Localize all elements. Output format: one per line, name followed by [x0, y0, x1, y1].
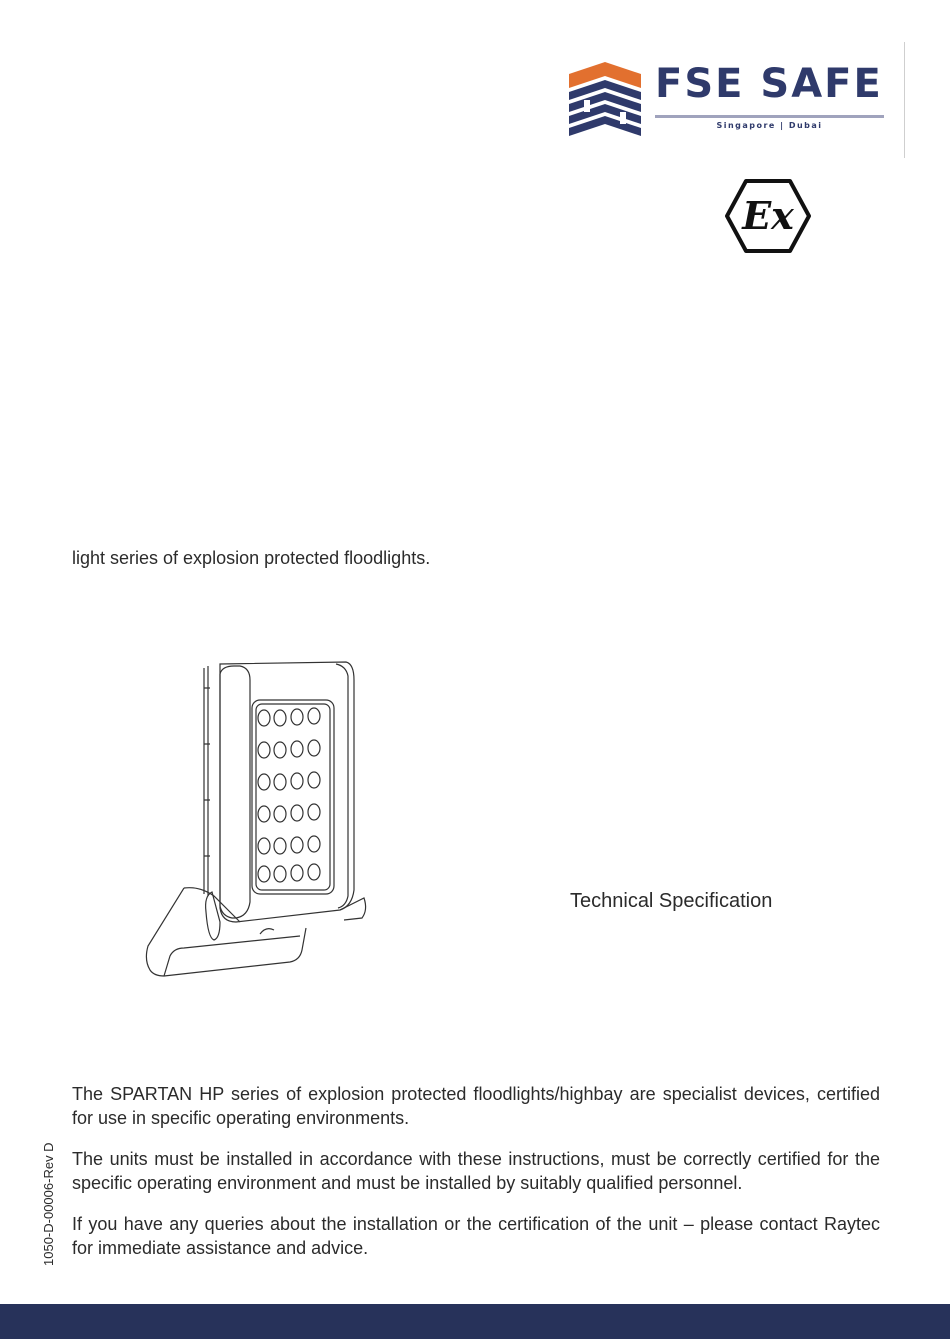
logo-emblem-icon [569, 62, 641, 136]
floodlight-illustration [140, 660, 370, 982]
brand-name: FSE SAFE [655, 61, 883, 107]
document-code-text: 1050-D-00006-Rev D [41, 1142, 56, 1266]
brand-tagline: Singapore | Dubai [716, 121, 823, 130]
footer-bar [0, 1304, 950, 1339]
ex-mark-text: Ex [742, 193, 794, 238]
ex-hexagon-icon [724, 178, 812, 254]
brand-rule [655, 115, 884, 118]
document-code [36, 1122, 62, 1266]
technical-specification-label: Technical Specification [570, 890, 773, 912]
body-paragraph: The units must be installed in accordance with these instructions, must be correctly certified for the specific operating environment and must be installed by suitably qualified personnel. [72, 1149, 880, 1193]
header-divider [904, 42, 905, 158]
intro-text: light series of explosion protected floodlights. [72, 548, 431, 568]
body-paragraph: If you have any queries about the installation or the certification of the unit – please contact Raytec for immediate assistance and advice. [72, 1214, 880, 1258]
body-text [72, 1082, 880, 1277]
body-paragraph: The SPARTAN HP series of explosion protected floodlights/highbay are specialist devices, certified for use in specific operating environments. [72, 1084, 880, 1128]
led-array [258, 708, 320, 882]
